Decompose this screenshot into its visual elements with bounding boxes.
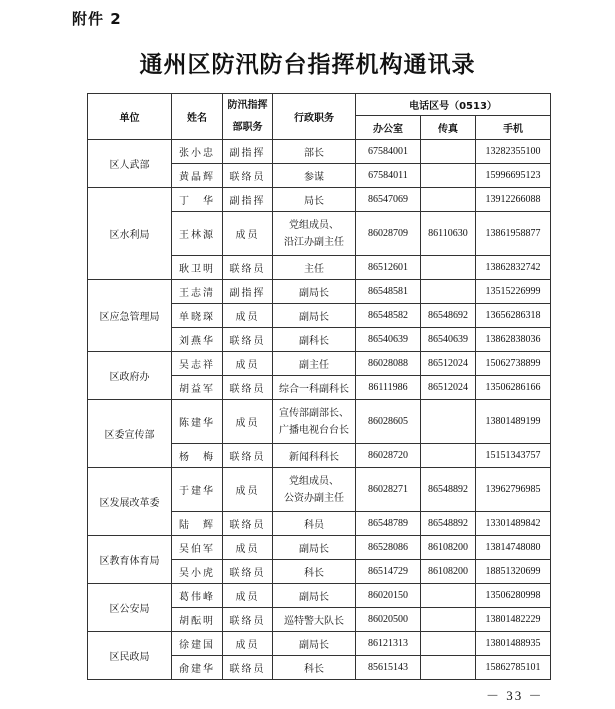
table-row bbox=[88, 188, 551, 212]
position-cell: 局长 bbox=[273, 188, 356, 212]
unit-cell: 区政府办 bbox=[88, 352, 172, 400]
name-cell: 胡益军 bbox=[172, 376, 223, 400]
duty-cell: 联络员 bbox=[223, 328, 273, 352]
fax-cell: 86108200 bbox=[421, 536, 476, 560]
duty-cell: 副指挥 bbox=[223, 140, 273, 164]
office-phone-cell: 86512601 bbox=[356, 256, 421, 280]
header-flood-duty: 防汛指挥部职务 bbox=[223, 94, 273, 140]
name-cell: 吴伯军 bbox=[172, 536, 223, 560]
duty-cell: 成员 bbox=[223, 352, 273, 376]
header-fax: 传真 bbox=[421, 116, 476, 140]
position-cell: 科长 bbox=[273, 560, 356, 584]
fax-cell: 86108200 bbox=[421, 560, 476, 584]
position-cell: 新闻科科长 bbox=[273, 444, 356, 468]
office-phone-cell: 86121313 bbox=[356, 632, 421, 656]
name-cell: 单晓琛 bbox=[172, 304, 223, 328]
office-phone-cell: 67584011 bbox=[356, 164, 421, 188]
table-row bbox=[88, 632, 551, 656]
page-number: － 33 － bbox=[486, 688, 544, 703]
mobile-cell: 13801489199 bbox=[476, 400, 551, 444]
table-row bbox=[88, 536, 551, 560]
mobile-cell: 15151343757 bbox=[476, 444, 551, 468]
header-name: 姓名 bbox=[172, 94, 223, 140]
fax-cell bbox=[421, 632, 476, 656]
duty-cell: 成员 bbox=[223, 632, 273, 656]
fax-cell bbox=[421, 444, 476, 468]
header-office: 办公室 bbox=[356, 116, 421, 140]
name-cell: 丁 华 bbox=[172, 188, 223, 212]
mobile-cell: 13801488935 bbox=[476, 632, 551, 656]
fax-cell: 86512024 bbox=[421, 352, 476, 376]
office-phone-cell: 86028088 bbox=[356, 352, 421, 376]
position-line: 党组成员、 bbox=[289, 219, 339, 231]
office-phone-cell: 86528086 bbox=[356, 536, 421, 560]
unit-cell: 区应急管理局 bbox=[88, 280, 172, 352]
duty-cell: 联络员 bbox=[223, 164, 273, 188]
table-row bbox=[88, 280, 551, 304]
position-line: 党组成员、 bbox=[289, 475, 339, 487]
header-phone-group: 电话区号（0513） bbox=[356, 94, 551, 116]
mobile-cell: 13862832742 bbox=[476, 256, 551, 280]
fax-cell bbox=[421, 656, 476, 680]
duty-cell: 联络员 bbox=[223, 512, 273, 536]
position-cell: 副局长 bbox=[273, 304, 356, 328]
mobile-cell: 13861958877 bbox=[476, 212, 551, 256]
office-phone-cell: 86028271 bbox=[356, 468, 421, 512]
mobile-cell: 13862838036 bbox=[476, 328, 551, 352]
mobile-cell: 13656286318 bbox=[476, 304, 551, 328]
position-cell bbox=[273, 468, 356, 512]
name-cell: 陆 辉 bbox=[172, 512, 223, 536]
duty-cell: 副指挥 bbox=[223, 188, 273, 212]
fax-cell bbox=[421, 400, 476, 444]
position-line: 沿江办副主任 bbox=[284, 236, 344, 248]
duty-cell: 联络员 bbox=[223, 256, 273, 280]
unit-cell: 区人武部 bbox=[88, 140, 172, 188]
contact-table-body bbox=[88, 140, 551, 680]
table-row bbox=[88, 140, 551, 164]
position-cell: 部长 bbox=[273, 140, 356, 164]
position-cell: 主任 bbox=[273, 256, 356, 280]
unit-cell: 区发展改革委 bbox=[88, 468, 172, 536]
position-cell: 综合一科副科长 bbox=[273, 376, 356, 400]
mobile-cell: 18851320699 bbox=[476, 560, 551, 584]
header-admin-duty: 行政职务 bbox=[273, 94, 356, 140]
position-cell: 副局长 bbox=[273, 280, 356, 304]
mobile-cell: 13515226999 bbox=[476, 280, 551, 304]
name-cell: 胡酝明 bbox=[172, 608, 223, 632]
fax-cell bbox=[421, 584, 476, 608]
mobile-cell: 13962796985 bbox=[476, 468, 551, 512]
table-row bbox=[88, 400, 551, 444]
duty-cell: 成员 bbox=[223, 400, 273, 444]
position-cell: 副局长 bbox=[273, 632, 356, 656]
position-cell: 科长 bbox=[273, 656, 356, 680]
fax-cell bbox=[421, 188, 476, 212]
office-phone-cell: 86020500 bbox=[356, 608, 421, 632]
position-cell bbox=[273, 212, 356, 256]
office-phone-cell: 86548789 bbox=[356, 512, 421, 536]
fax-cell: 86548692 bbox=[421, 304, 476, 328]
position-cell bbox=[273, 400, 356, 444]
duty-cell: 联络员 bbox=[223, 608, 273, 632]
name-cell: 黄晶辉 bbox=[172, 164, 223, 188]
office-phone-cell: 86028605 bbox=[356, 400, 421, 444]
position-cell: 副主任 bbox=[273, 352, 356, 376]
name-cell: 刘燕华 bbox=[172, 328, 223, 352]
office-phone-cell: 86111986 bbox=[356, 376, 421, 400]
name-cell: 王林源 bbox=[172, 212, 223, 256]
name-cell: 徐建国 bbox=[172, 632, 223, 656]
mobile-cell: 13506280998 bbox=[476, 584, 551, 608]
name-cell: 张小忠 bbox=[172, 140, 223, 164]
office-phone-cell: 86028720 bbox=[356, 444, 421, 468]
unit-cell: 区委宣传部 bbox=[88, 400, 172, 468]
position-cell: 巡特警大队长 bbox=[273, 608, 356, 632]
office-phone-cell: 86028709 bbox=[356, 212, 421, 256]
fax-cell bbox=[421, 164, 476, 188]
duty-cell: 联络员 bbox=[223, 656, 273, 680]
fax-cell: 86110630 bbox=[421, 212, 476, 256]
office-phone-cell: 86548582 bbox=[356, 304, 421, 328]
fax-cell: 86548892 bbox=[421, 468, 476, 512]
unit-cell: 区民政局 bbox=[88, 632, 172, 680]
mobile-cell: 13282355100 bbox=[476, 140, 551, 164]
header-mobile: 手机 bbox=[476, 116, 551, 140]
fax-cell bbox=[421, 256, 476, 280]
duty-cell: 成员 bbox=[223, 304, 273, 328]
office-phone-cell: 67584001 bbox=[356, 140, 421, 164]
table-row bbox=[88, 352, 551, 376]
position-cell: 副局长 bbox=[273, 584, 356, 608]
unit-cell: 区教育体育局 bbox=[88, 536, 172, 584]
duty-cell: 联络员 bbox=[223, 444, 273, 468]
office-phone-cell: 86020150 bbox=[356, 584, 421, 608]
position-cell: 参谋 bbox=[273, 164, 356, 188]
table-row bbox=[88, 584, 551, 608]
duty-cell: 联络员 bbox=[223, 376, 273, 400]
mobile-cell: 15862785101 bbox=[476, 656, 551, 680]
name-cell: 王志清 bbox=[172, 280, 223, 304]
office-phone-cell: 86548581 bbox=[356, 280, 421, 304]
contact-table bbox=[87, 93, 551, 680]
fax-cell: 86548892 bbox=[421, 512, 476, 536]
office-phone-cell: 86547069 bbox=[356, 188, 421, 212]
name-cell: 吴志祥 bbox=[172, 352, 223, 376]
duty-cell: 成员 bbox=[223, 536, 273, 560]
mobile-cell: 13301489842 bbox=[476, 512, 551, 536]
duty-cell: 副指挥 bbox=[223, 280, 273, 304]
name-cell: 俞建华 bbox=[172, 656, 223, 680]
position-cell: 副科长 bbox=[273, 328, 356, 352]
duty-cell: 成员 bbox=[223, 584, 273, 608]
name-cell: 葛伟峰 bbox=[172, 584, 223, 608]
fax-cell bbox=[421, 140, 476, 164]
header-unit: 单位 bbox=[88, 94, 172, 140]
mobile-cell: 13912266088 bbox=[476, 188, 551, 212]
duty-cell: 成员 bbox=[223, 468, 273, 512]
mobile-cell: 15062738899 bbox=[476, 352, 551, 376]
fax-cell: 86540639 bbox=[421, 328, 476, 352]
document-title: 通州区防汛防台指挥机构通讯录 bbox=[139, 52, 476, 78]
office-phone-cell: 86540639 bbox=[356, 328, 421, 352]
mobile-cell: 13506286166 bbox=[476, 376, 551, 400]
duty-cell: 成员 bbox=[223, 212, 273, 256]
unit-cell: 区水利局 bbox=[88, 188, 172, 280]
mobile-cell: 13801482229 bbox=[476, 608, 551, 632]
office-phone-cell: 85615143 bbox=[356, 656, 421, 680]
fax-cell bbox=[421, 608, 476, 632]
mobile-cell: 13814748080 bbox=[476, 536, 551, 560]
name-cell: 吴小虎 bbox=[172, 560, 223, 584]
name-cell: 杨 梅 bbox=[172, 444, 223, 468]
name-cell: 于建华 bbox=[172, 468, 223, 512]
position-line: 公资办副主任 bbox=[284, 492, 344, 504]
position-cell: 副局长 bbox=[273, 536, 356, 560]
position-cell: 科员 bbox=[273, 512, 356, 536]
name-cell: 耿卫明 bbox=[172, 256, 223, 280]
duty-cell: 联络员 bbox=[223, 560, 273, 584]
position-line: 广播电视台台长 bbox=[279, 424, 349, 436]
attachment-label: 附件 2 bbox=[72, 10, 122, 28]
fax-cell: 86512024 bbox=[421, 376, 476, 400]
table-row bbox=[88, 468, 551, 512]
fax-cell bbox=[421, 280, 476, 304]
mobile-cell: 15996695123 bbox=[476, 164, 551, 188]
office-phone-cell: 86514729 bbox=[356, 560, 421, 584]
position-line: 宣传部副部长、 bbox=[279, 407, 349, 419]
name-cell: 陈建华 bbox=[172, 400, 223, 444]
unit-cell: 区公安局 bbox=[88, 584, 172, 632]
